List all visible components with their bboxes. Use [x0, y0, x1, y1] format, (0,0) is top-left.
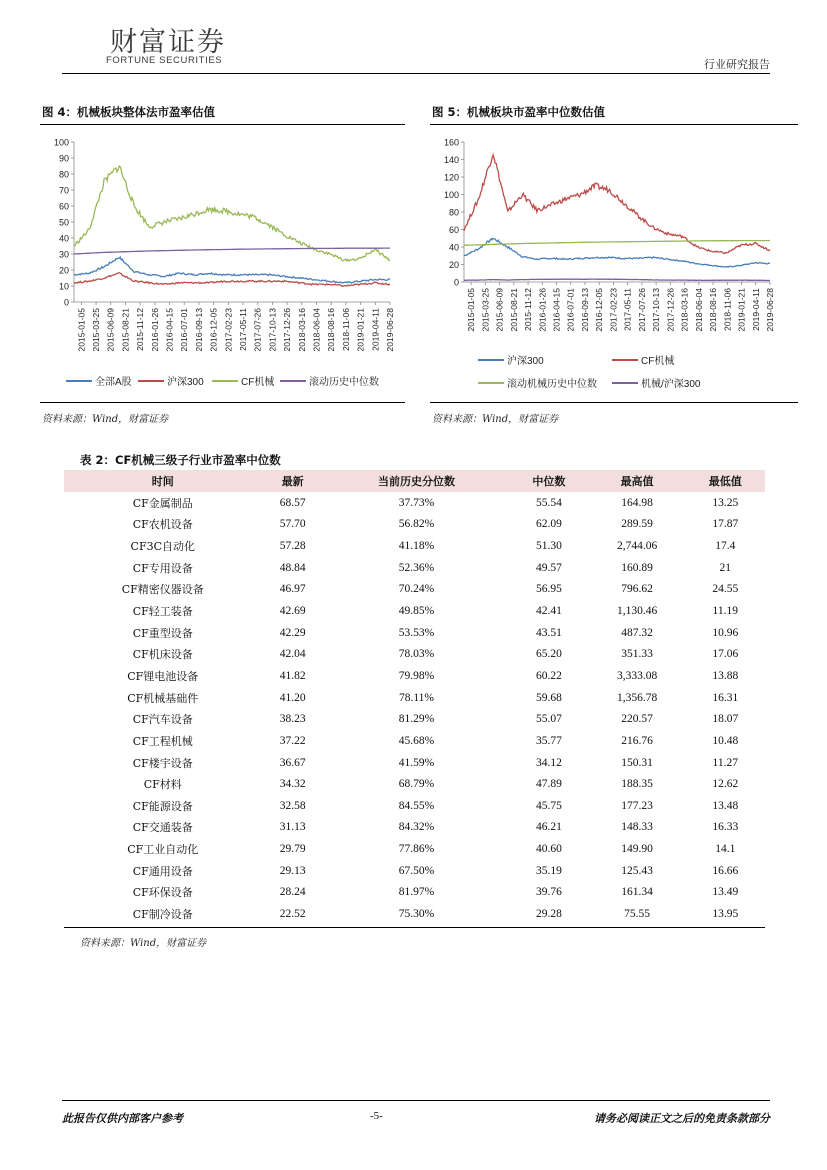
table-cell: 11.27	[712, 756, 738, 769]
table-cell: 41.18%	[398, 540, 435, 553]
table-cell: 17.06	[712, 648, 739, 661]
x-tick-label: 2017-07-26	[636, 288, 647, 332]
y-tick-label: 10	[58, 281, 69, 292]
y-tick-label: 40	[448, 242, 459, 253]
table-cell: 79.98%	[398, 669, 435, 682]
table-cell: 125.43	[621, 864, 653, 877]
table-cell: 13.88	[712, 669, 739, 682]
figure4-bottom-rule	[40, 402, 405, 403]
x-tick-label: 2015-11-12	[523, 288, 534, 331]
table-cell: 24.55	[712, 583, 739, 596]
header-divider	[62, 73, 770, 74]
figure4-top-rule	[40, 124, 405, 125]
table-cell: 56.82%	[398, 518, 435, 531]
table-cell: 29.79	[279, 843, 306, 856]
y-tick-label: 90	[58, 153, 69, 164]
series-line-2	[464, 241, 770, 246]
table-cell: 796.62	[621, 583, 653, 596]
figure4-source: 资料来源：Wind，财富证券	[42, 414, 169, 425]
table-cell: 84.32%	[398, 821, 435, 834]
table-cell: 13.95	[712, 907, 739, 920]
table-cell: 55.07	[535, 713, 562, 726]
table-cell: 35.77	[535, 734, 562, 747]
x-tick-label: 2017-05-11	[622, 288, 633, 331]
table-row	[64, 492, 765, 514]
report-type: 行业研究报告	[704, 58, 770, 71]
table-cell: 34.32	[279, 778, 306, 791]
table-cell: 36.67	[279, 756, 306, 769]
x-tick-label: 2016-07-01	[565, 288, 576, 332]
x-tick-label: 2017-07-26	[252, 308, 263, 352]
legend-label: 沪深300	[167, 377, 204, 388]
table-cell: 149.90	[621, 843, 653, 856]
table-cell: 37.22	[279, 734, 306, 747]
footer-disclaimer-left: 此报告仅供内部客户参考	[62, 1112, 183, 1125]
series-line-1	[464, 155, 770, 254]
table-cell: 42.69	[279, 605, 306, 618]
table-cell: 67.50%	[398, 864, 435, 877]
x-tick-label: 2019-06-28	[765, 288, 775, 332]
table-row-label: CF轻工装备	[132, 605, 193, 619]
x-tick-label: 2018-11-06	[722, 288, 733, 331]
table-row-label: CF制冷设备	[132, 907, 193, 921]
table-row	[64, 795, 765, 817]
table-cell: 16.33	[712, 821, 739, 834]
table-bottom-rule	[64, 927, 765, 928]
x-tick-label: 2018-03-16	[296, 308, 307, 352]
table-cell: 32.58	[279, 799, 306, 812]
x-tick-label: 2016-07-01	[179, 308, 190, 352]
legend-label: CF机械	[641, 356, 675, 367]
table-cell: 49.57	[535, 561, 562, 574]
table-cell: 1,356.78	[616, 691, 658, 704]
table-cell: 13.49	[712, 886, 739, 899]
series-line-3	[74, 248, 390, 254]
table-cell: 55.54	[535, 496, 562, 509]
table-row-label: CF材料	[143, 778, 182, 792]
x-tick-label: 2017-10-13	[651, 288, 662, 332]
x-tick-label: 2015-03-25	[480, 288, 491, 332]
legend-label: 机械/沪深300	[641, 379, 701, 390]
y-tick-label: 70	[58, 185, 69, 196]
table-cell: 75.30%	[398, 907, 435, 920]
x-tick-label: 2019-01-21	[355, 308, 366, 352]
table-row-label: CF农机设备	[132, 518, 193, 532]
table-row	[64, 557, 765, 579]
table-cell: 28.24	[279, 886, 306, 899]
table-row	[64, 622, 765, 644]
figure4-chart	[40, 130, 405, 395]
legend-label: 沪深300	[507, 356, 544, 367]
table-cell: 39.76	[535, 886, 562, 899]
table-header-row	[64, 470, 765, 492]
table-cell: 40.60	[535, 843, 562, 856]
table-row-label: CF楼宇设备	[132, 756, 193, 770]
table-row-label: CF环保设备	[132, 886, 193, 900]
table-cell: 150.31	[621, 756, 653, 769]
table-cell: 45.75	[535, 799, 562, 812]
y-tick-label: 100	[443, 190, 459, 200]
table-cell: 17.87	[712, 518, 739, 531]
table-cell: 53.53%	[398, 626, 435, 639]
table-cell: 65.20	[535, 648, 562, 661]
table-cell: 43.51	[535, 626, 562, 639]
table-cell: 17.4	[715, 540, 736, 553]
table-row	[64, 838, 765, 860]
x-tick-label: 2019-04-11	[370, 308, 381, 351]
table-row-label: CF精密仪器设备	[121, 583, 204, 597]
y-tick-label: 120	[443, 172, 459, 183]
table-cell: 31.13	[279, 821, 306, 834]
table-header-cell: 中位数	[509, 470, 588, 492]
x-tick-label: 2017-10-13	[267, 308, 278, 352]
table-cell: 84.55%	[398, 799, 435, 812]
table-cell: 78.03%	[398, 648, 435, 661]
table-cell: 164.98	[621, 496, 653, 509]
table-cell: 10.96	[712, 626, 739, 639]
table-cell: 10.48	[712, 734, 739, 747]
table-cell: 29.13	[279, 864, 306, 877]
legend-label: 滚动机械历史中位数	[507, 379, 597, 390]
table-cell: 46.21	[535, 821, 562, 834]
table-cell: 81.29%	[398, 713, 435, 726]
table-row	[64, 600, 765, 622]
table-row	[64, 535, 765, 557]
table-cell: 42.29	[279, 626, 306, 639]
table-cell: 42.41	[535, 605, 562, 618]
table-cell: 47.89	[535, 778, 562, 791]
figure4-title: 图 4：机械板块整体法市盈率估值	[42, 105, 216, 119]
x-tick-label: 2017-05-11	[238, 308, 249, 351]
y-tick-label: 160	[443, 137, 459, 148]
table-row	[64, 730, 765, 752]
y-tick-label: 30	[58, 249, 69, 260]
table-cell: 78.11%	[398, 691, 435, 704]
table-row-label: CF工程机械	[132, 734, 193, 748]
table-cell: 216.76	[621, 734, 653, 747]
y-tick-label: 20	[448, 260, 459, 270]
table-cell: 51.30	[535, 540, 562, 553]
table-cell: 41.59%	[398, 756, 435, 769]
x-tick-label: 2015-08-21	[508, 288, 519, 332]
logo-english: FORTUNE SECURITIES	[106, 55, 223, 66]
x-tick-label: 2018-11-06	[340, 308, 351, 351]
x-tick-label: 2019-04-11	[750, 288, 761, 331]
page-number: -5-	[370, 1110, 383, 1122]
x-tick-label: 2016-12-05	[594, 288, 605, 332]
table-row	[64, 903, 765, 925]
table-row	[64, 752, 765, 774]
table-row	[64, 817, 765, 839]
x-tick-label: 2016-01-26	[537, 288, 548, 332]
table-cell: 56.95	[535, 583, 562, 596]
x-tick-label: 2016-01-26	[149, 308, 160, 352]
y-tick-label: 0	[63, 297, 69, 308]
x-tick-label: 2015-06-09	[494, 288, 505, 332]
x-tick-label: 2017-12-26	[665, 288, 676, 332]
table-cell: 41.82	[279, 669, 306, 682]
table-cell: 16.66	[712, 864, 739, 877]
y-tick-label: 100	[53, 137, 69, 148]
table-header-cell: 时间	[64, 470, 262, 492]
y-tick-label: 80	[58, 169, 69, 180]
table-row	[64, 687, 765, 709]
table-cell: 148.33	[621, 821, 653, 834]
y-tick-label: 60	[448, 225, 459, 235]
table-cell: 13.25	[712, 496, 739, 509]
table-cell: 1,130.46	[616, 605, 658, 618]
table-cell: 38.23	[279, 713, 306, 726]
table-cell: 22.52	[279, 907, 306, 920]
figure5-top-rule	[430, 124, 798, 125]
table-cell: 60.22	[535, 669, 562, 682]
table-cell: 220.57	[621, 713, 653, 726]
table-cell: 45.68%	[398, 734, 435, 747]
x-tick-label: 2017-12-26	[282, 308, 293, 352]
series-line-3	[464, 279, 770, 281]
valuation-table	[64, 470, 765, 925]
table-cell: 3,333.08	[616, 669, 658, 682]
x-tick-label: 2018-08-16	[326, 308, 337, 352]
table-cell: 2,744.06	[616, 540, 658, 553]
table-cell: 49.85%	[398, 605, 435, 618]
x-tick-label: 2015-03-25	[91, 308, 102, 352]
figure5-chart	[430, 130, 798, 395]
y-tick-label: 50	[58, 217, 69, 228]
x-tick-label: 2017-02-23	[608, 288, 619, 332]
table-row	[64, 665, 765, 687]
x-tick-label: 2019-06-28	[385, 308, 395, 352]
table-cell: 487.32	[621, 626, 653, 639]
x-tick-label: 2017-02-23	[223, 308, 234, 352]
y-tick-label: 40	[58, 233, 69, 244]
table-cell: 18.07	[712, 713, 739, 726]
table-cell: 68.79%	[398, 778, 435, 791]
y-tick-label: 0	[453, 277, 459, 288]
footer-divider	[62, 1100, 770, 1101]
table-row-label: CF金属制品	[132, 496, 193, 510]
y-tick-label: 60	[58, 201, 69, 212]
table-cell: 160.89	[621, 561, 653, 574]
table-row-label: CF机械基础件	[127, 691, 199, 705]
table-row-label: CF专用设备	[132, 561, 193, 575]
table-cell: 188.35	[621, 778, 653, 791]
legend-label: 滚动历史中位数	[309, 377, 379, 388]
table-cell: 35.19	[535, 864, 562, 877]
table-row	[64, 708, 765, 730]
x-tick-label: 2015-08-21	[120, 308, 131, 352]
table-cell: 52.36%	[398, 561, 435, 574]
table-cell: 77.86%	[398, 843, 435, 856]
table-cell: 57.28	[279, 540, 306, 553]
table-header-cell: 最高值	[589, 470, 686, 492]
figure5-source: 资料来源：Wind，财富证券	[432, 414, 559, 425]
y-tick-label: 80	[448, 207, 459, 218]
table-cell: 14.1	[715, 843, 736, 856]
x-tick-label: 2015-01-05	[466, 288, 477, 332]
table-cell: 46.97	[279, 583, 306, 596]
table-cell: 177.23	[621, 799, 653, 812]
table-body	[64, 492, 765, 925]
x-tick-label: 2016-09-13	[579, 288, 590, 332]
x-tick-label: 2018-08-16	[708, 288, 719, 332]
table-header-cell: 当前历史分位数	[324, 470, 509, 492]
x-tick-label: 2019-01-21	[736, 288, 747, 332]
table-row	[64, 579, 765, 601]
table-cell: 81.97%	[398, 886, 435, 899]
table-cell: 11.19	[712, 605, 738, 618]
table-row	[64, 773, 765, 795]
table-row	[64, 643, 765, 665]
table-cell: 16.31	[712, 691, 739, 704]
table-cell: 37.73%	[398, 496, 435, 509]
table-cell: 29.28	[535, 907, 562, 920]
x-tick-label: 2015-01-05	[76, 308, 87, 352]
figure5-bottom-rule	[430, 402, 798, 403]
x-tick-label: 2016-09-13	[193, 308, 204, 352]
table-cell: 34.12	[535, 756, 562, 769]
series-line-2	[74, 166, 390, 261]
table-row	[64, 860, 765, 882]
table-cell: 59.68	[535, 691, 562, 704]
x-tick-label: 2016-04-15	[551, 288, 562, 332]
x-tick-label: 2016-12-05	[208, 308, 219, 352]
table-cell: 351.33	[621, 648, 653, 661]
table-title: 表 2：CF机械三级子行业市盈率中位数	[80, 453, 281, 467]
legend-label: CF机械	[241, 377, 275, 388]
table-row-label: CF能源设备	[132, 799, 193, 813]
table-header-cell: 最新	[262, 470, 324, 492]
logo-chinese: 财富证券	[110, 27, 226, 58]
table-row-label: CF机床设备	[132, 648, 193, 662]
table-row-label: CF3C自动化	[130, 540, 195, 554]
x-tick-label: 2015-06-09	[105, 308, 116, 352]
y-tick-label: 140	[443, 155, 459, 165]
table-header-cell: 最低值	[686, 470, 765, 492]
table-cell: 161.34	[621, 886, 653, 899]
table-row-label: CF通用设备	[132, 864, 193, 878]
y-tick-label: 20	[58, 265, 69, 276]
table-cell: 70.24%	[398, 583, 435, 596]
table-cell: 62.09	[535, 518, 562, 531]
table-cell: 42.04	[279, 648, 306, 661]
table-cell: 57.70	[279, 518, 306, 531]
table-cell: 12.62	[712, 778, 739, 791]
table-cell: 21	[719, 561, 731, 574]
x-tick-label: 2016-04-15	[164, 308, 175, 352]
table-cell: 48.84	[279, 561, 306, 574]
x-tick-label: 2018-03-16	[679, 288, 690, 332]
table-row-label: CF锂电池设备	[127, 669, 199, 683]
figure5-title: 图 5：机械板块市盈率中位数估值	[432, 105, 606, 119]
x-tick-label: 2015-11-12	[135, 308, 146, 351]
table-row-label: CF汽车设备	[132, 713, 193, 727]
table-row-label: CF重型设备	[132, 626, 193, 640]
x-tick-label: 2018-06-04	[311, 308, 322, 352]
table-cell: 75.55	[624, 907, 650, 920]
footer-disclaimer-right: 请务必阅读正文之后的免责条款部分	[594, 1112, 770, 1125]
legend-label: 全部A股	[95, 377, 132, 388]
table-row	[64, 882, 765, 904]
table-row	[64, 514, 765, 536]
table-cell: 41.20	[279, 691, 306, 704]
x-tick-label: 2018-06-04	[693, 288, 704, 332]
table-cell: 289.59	[621, 518, 653, 531]
table-row-label: CF交通装备	[132, 821, 193, 835]
table-cell: 13.48	[712, 799, 739, 812]
table-row-label: CF工业自动化	[127, 843, 199, 857]
table-cell: 68.57	[279, 496, 306, 509]
table-source: 资料来源：Wind，财富证券	[80, 938, 207, 949]
